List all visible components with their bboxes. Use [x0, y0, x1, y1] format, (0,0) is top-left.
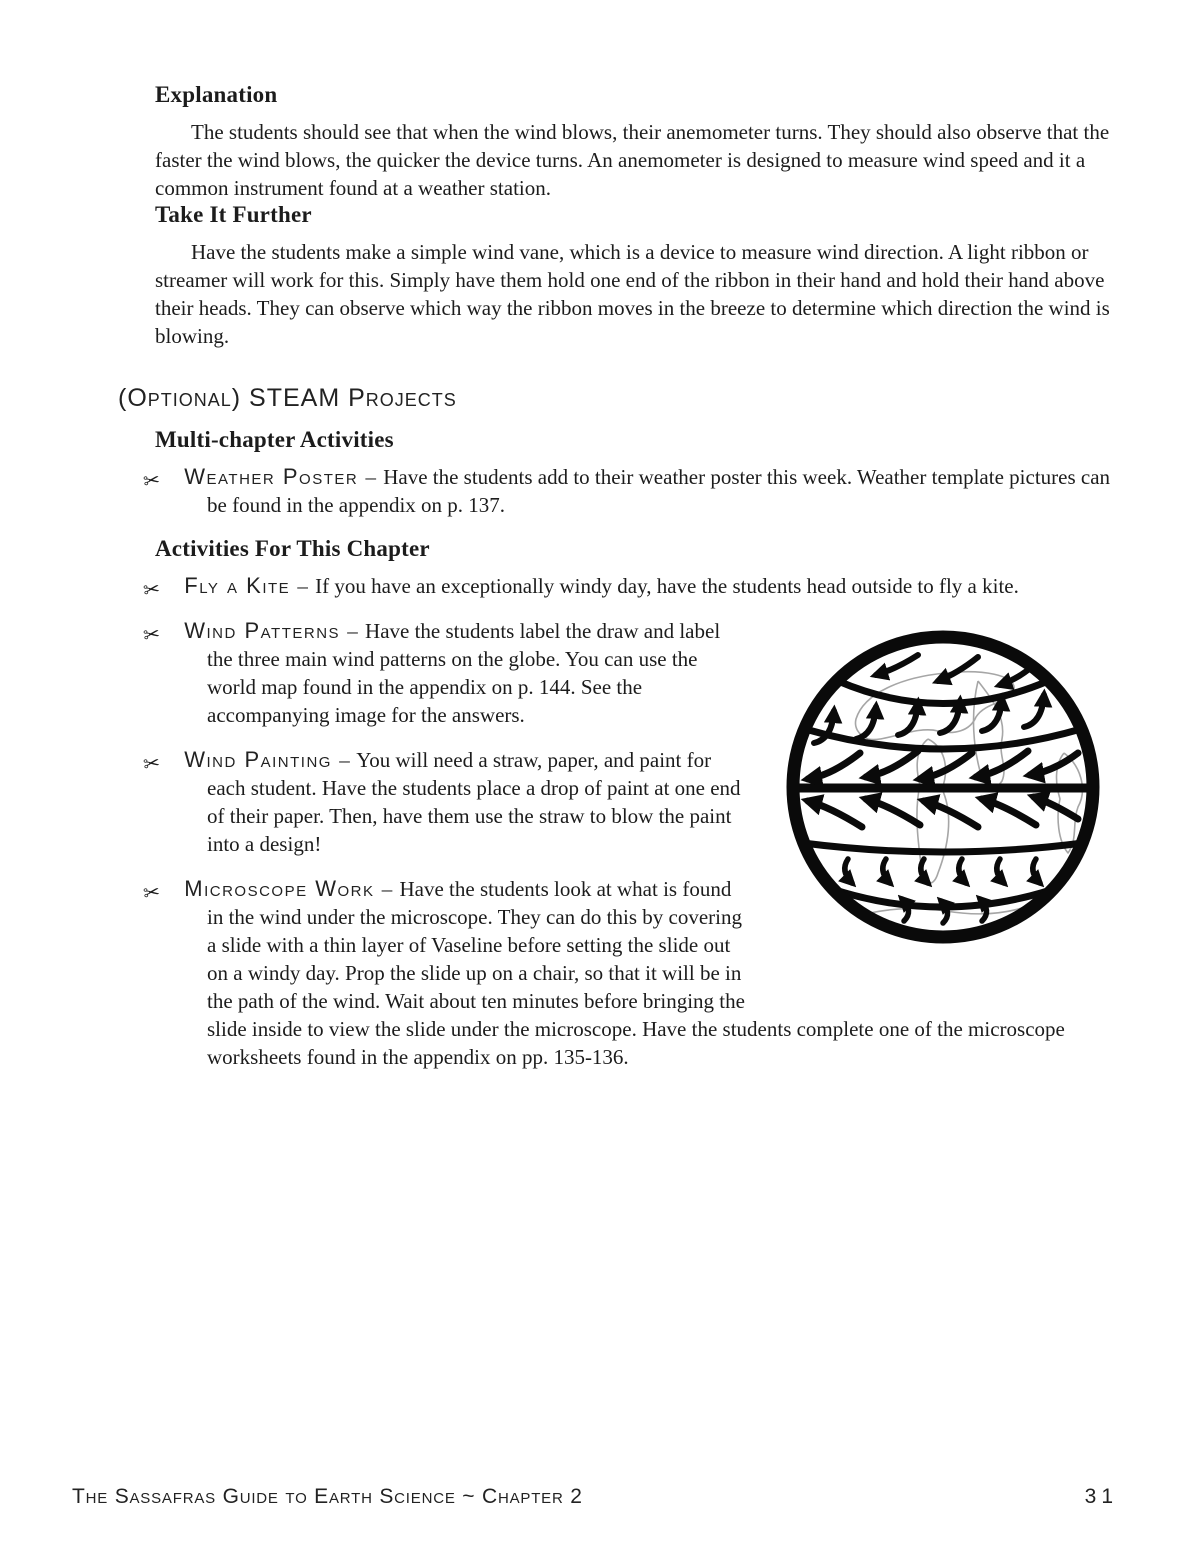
activity-text-wind-patterns: Have the students label the draw and label the three main wind patterns on the globe. You can use the world map found in the appendix on p. 144. See the accompanying image for the answers. — [207, 619, 721, 727]
page-footer — [72, 1485, 1118, 1509]
activity-item-weather-poster — [141, 463, 1112, 519]
activity-separator: – — [381, 877, 393, 901]
footer-book-title: The Sassafras Guide to Earth Science ~ Chapter 2 — [72, 1485, 583, 1508]
activity-title-microscope-work: Microscope Work — [184, 876, 375, 901]
wrapped-activities-zone — [141, 617, 1112, 1088]
globe-figure — [774, 617, 1112, 993]
chapter-activities-heading: Activities For This Chapter — [155, 536, 430, 561]
activity-text-fly-a-kite: If you have an exceptionally windy day, have the students head outside to fly a kite. — [315, 574, 1019, 598]
steam-projects-heading: (Optional) STEAM Projects — [118, 384, 457, 412]
activity-text-wind-painting: You will need a straw, paper, and paint for each student. Have the students place a drop of paint at one end of their paper. Then, have them use the straw to blow the paint into a design! — [207, 748, 741, 856]
activity-title-weather-poster: Weather Poster — [184, 464, 359, 489]
activity-separator: – — [297, 574, 308, 598]
activity-text-weather-poster: Have the students add to their weather poster this week. Weather template pictures can be found in the appendix on p. 137. — [207, 465, 1111, 517]
continent-outlines — [856, 672, 1083, 914]
activity-separator: – — [365, 465, 376, 489]
activity-item-fly-a-kite — [141, 572, 1112, 603]
activity-text-microscope-work: Have the students look at what is found in the wind under the microscope. They can do this by covering a slide with a thin layer of Vaseline before setting the slide out on a windy day. Prop the slide up on a chair, so that it will be in the path of the wind. Wait about ten minutes before bringing the slide inside to view the slide under the microscope. Have the students complete one of the microscope worksheets found in the appendix on pp. 135-136. — [207, 877, 1065, 1069]
scissors-icon: ✂ — [141, 576, 162, 603]
take-it-further-paragraph: Have the students make a simple wind vane, which is a device to measure wind direction. A light ribbon or streamer will work for this. Simply have them hold one end of the ribbon in their hand and hold their hand above their heads. They can observe which way the ribbon moves in the breeze to determine which direction the wind is blowing. — [155, 240, 1110, 348]
page-number: 31 — [1084, 1485, 1118, 1508]
globe-wind-patterns-illustration — [778, 621, 1108, 951]
scissors-icon: ✂ — [141, 621, 162, 648]
activity-title-wind-painting: Wind Painting — [184, 747, 332, 772]
latitude-lines — [793, 681, 1093, 907]
scissors-icon: ✂ — [141, 467, 162, 494]
explanation-heading: Explanation — [155, 82, 278, 107]
activity-separator: – — [339, 748, 350, 772]
take-it-further-heading: Take It Further — [155, 202, 312, 227]
multi-chapter-activities-heading: Multi-chapter Activities — [155, 427, 394, 452]
activity-title-fly-a-kite: Fly a Kite — [184, 573, 291, 598]
activity-separator: – — [347, 619, 358, 643]
activity-title-wind-patterns: Wind Patterns — [184, 618, 341, 643]
scissors-icon: ✂ — [141, 750, 162, 777]
scissors-icon: ✂ — [141, 879, 162, 906]
page-content — [118, 82, 1112, 1088]
explanation-paragraph: The students should see that when the wind blows, their anemometer turns. They should also observe that the faster the wind blows, the quicker the device turns. An anemometer is designed to measure wind speed and it a common instrument found at a weather station. — [155, 120, 1110, 200]
